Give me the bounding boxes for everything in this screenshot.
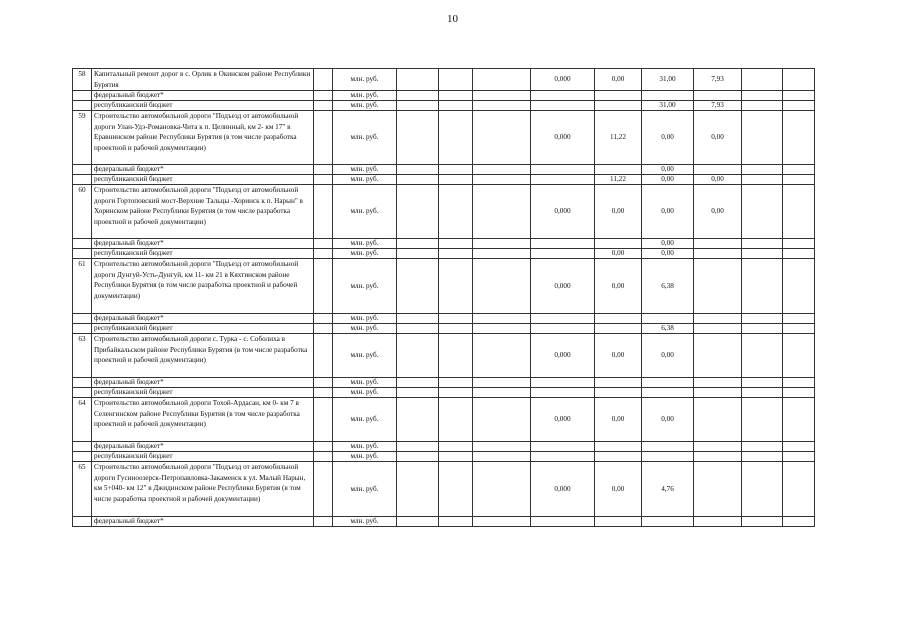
value-1	[531, 101, 595, 111]
value-2	[595, 91, 642, 101]
row-name: республиканский бюджет	[92, 249, 314, 259]
empty-cell	[397, 334, 439, 378]
row-name: республиканский бюджет	[92, 175, 314, 185]
row-name: республиканский бюджет	[92, 101, 314, 111]
unit-cell: млн. руб.	[333, 175, 397, 185]
row-name: Строительство автомобильной дороги "Подъезд от автомобильной дороги Улан-Удэ-Романовка-Чита к п. Целинный, км 2- км 17" в Еравнинском районе Республики Бурятия (в том числе разработка проектной и рабочей документации)	[92, 111, 314, 165]
row-name: федеральный бюджет*	[92, 517, 314, 527]
value-1	[531, 249, 595, 259]
spacer-cell	[314, 462, 333, 517]
row-number: 60	[73, 185, 92, 239]
value-2: 0,00	[595, 462, 642, 517]
empty-cell	[397, 175, 439, 185]
row-number: 63	[73, 334, 92, 378]
value-2: 11,22	[595, 175, 642, 185]
spacer-cell	[314, 378, 333, 388]
empty-cell	[742, 111, 783, 165]
spacer-cell	[314, 324, 333, 334]
empty-cell	[473, 175, 531, 185]
empty-cell	[439, 165, 473, 175]
empty-cell	[439, 452, 473, 462]
unit-cell: млн. руб.	[333, 378, 397, 388]
value-1: 0,000	[531, 111, 595, 165]
value-1	[531, 452, 595, 462]
value-4	[694, 517, 742, 527]
spacer-cell	[314, 175, 333, 185]
empty-cell	[439, 101, 473, 111]
empty-cell	[397, 259, 439, 314]
empty-cell	[397, 324, 439, 334]
unit-cell: млн. руб.	[333, 517, 397, 527]
empty-cell	[473, 69, 531, 91]
empty-cell	[783, 378, 815, 388]
empty-cell	[397, 314, 439, 324]
row-number	[73, 378, 92, 388]
spacer-cell	[314, 517, 333, 527]
empty-cell	[439, 259, 473, 314]
empty-cell	[439, 462, 473, 517]
row-name: республиканский бюджет	[92, 452, 314, 462]
empty-cell	[397, 239, 439, 249]
value-4	[694, 259, 742, 314]
row-name: федеральный бюджет*	[92, 314, 314, 324]
empty-cell	[783, 101, 815, 111]
unit-cell: млн. руб.	[333, 452, 397, 462]
value-3: 6,38	[642, 324, 694, 334]
table-row	[73, 259, 815, 314]
empty-cell	[439, 334, 473, 378]
empty-cell	[473, 324, 531, 334]
unit-cell: млн. руб.	[333, 111, 397, 165]
empty-cell	[473, 517, 531, 527]
empty-cell	[473, 259, 531, 314]
value-2: 0,00	[595, 259, 642, 314]
value-3	[642, 378, 694, 388]
value-4: 7,93	[694, 69, 742, 91]
unit-cell: млн. руб.	[333, 239, 397, 249]
empty-cell	[397, 69, 439, 91]
value-1	[531, 517, 595, 527]
empty-cell	[742, 185, 783, 239]
empty-cell	[742, 378, 783, 388]
row-name: Капитальный ремонт дорог в с. Орлик в Окинском районе Республики Бурятия	[92, 69, 314, 91]
value-4	[694, 442, 742, 452]
value-1: 0,000	[531, 398, 595, 442]
value-3: 0,00	[642, 249, 694, 259]
table-row	[73, 452, 815, 462]
row-name: Строительство автомобильной дороги Тохой-Ардасан, км 0- км 7 в Селенгинском районе Республики Бурятия (в том числе разработка проектной и рабочей документации)	[92, 398, 314, 442]
value-1	[531, 324, 595, 334]
row-number	[73, 175, 92, 185]
spacer-cell	[314, 101, 333, 111]
row-name: Строительство автомобильной дороги с. Турка - с. Соболиха в Прибайкальском районе Республики Бурятия (в том числе разработка проектной и рабочей документации)	[92, 334, 314, 378]
spacer-cell	[314, 249, 333, 259]
empty-cell	[439, 378, 473, 388]
unit-cell: млн. руб.	[333, 398, 397, 442]
value-1	[531, 388, 595, 398]
empty-cell	[473, 378, 531, 388]
value-2: 0,00	[595, 334, 642, 378]
empty-cell	[783, 324, 815, 334]
unit-cell: млн. руб.	[333, 249, 397, 259]
value-2	[595, 314, 642, 324]
empty-cell	[397, 462, 439, 517]
row-name: федеральный бюджет*	[92, 378, 314, 388]
empty-cell	[473, 111, 531, 165]
value-4	[694, 314, 742, 324]
empty-cell	[783, 388, 815, 398]
row-name: федеральный бюджет*	[92, 165, 314, 175]
table-row	[73, 249, 815, 259]
empty-cell	[783, 442, 815, 452]
row-number	[73, 442, 92, 452]
value-4	[694, 91, 742, 101]
table-row	[73, 398, 815, 442]
spacer-cell	[314, 334, 333, 378]
value-2: 0,00	[595, 249, 642, 259]
empty-cell	[783, 314, 815, 324]
value-2: 11,22	[595, 111, 642, 165]
table-row	[73, 165, 815, 175]
value-3: 0,00	[642, 239, 694, 249]
empty-cell	[473, 398, 531, 442]
table-row	[73, 324, 815, 334]
empty-cell	[397, 91, 439, 101]
value-3: 31,00	[642, 69, 694, 91]
row-number	[73, 324, 92, 334]
unit-cell: млн. руб.	[333, 69, 397, 91]
spacer-cell	[314, 69, 333, 91]
value-3	[642, 388, 694, 398]
empty-cell	[439, 388, 473, 398]
value-3	[642, 452, 694, 462]
value-2	[595, 388, 642, 398]
empty-cell	[473, 334, 531, 378]
row-name: Строительство автомобильной дороги "Подъезд от автомобильной дороги Гортоповский мост-Верхние Тальцы -Хоринск к п. Нарын" в Хоринском районе Республики Бурятия (в том числе разработка проектной и рабочей документации)	[92, 185, 314, 239]
row-number: 61	[73, 259, 92, 314]
table-row	[73, 239, 815, 249]
empty-cell	[742, 101, 783, 111]
value-3	[642, 442, 694, 452]
empty-cell	[783, 239, 815, 249]
table-row	[73, 91, 815, 101]
empty-cell	[742, 452, 783, 462]
empty-cell	[473, 314, 531, 324]
empty-cell	[742, 239, 783, 249]
empty-cell	[742, 388, 783, 398]
value-3: 0,00	[642, 398, 694, 442]
unit-cell: млн. руб.	[333, 314, 397, 324]
table-row	[73, 442, 815, 452]
row-number: 58	[73, 69, 92, 91]
spacer-cell	[314, 314, 333, 324]
row-name: федеральный бюджет*	[92, 91, 314, 101]
value-2: 0,00	[595, 69, 642, 91]
value-3: 31,00	[642, 101, 694, 111]
value-1	[531, 314, 595, 324]
empty-cell	[473, 101, 531, 111]
value-2	[595, 239, 642, 249]
empty-cell	[439, 324, 473, 334]
row-number	[73, 388, 92, 398]
value-3: 0,00	[642, 111, 694, 165]
row-name: Строительство автомобильной дороги "Подъезд от автомобильной дороги Гусиноозерск-Петропавловка-Закаменск к ул. Малый Нарын, км 5+040- км 12" в Джидинском районе Республики Бурятия (в том числе разработка проектной и рабочей документации)	[92, 462, 314, 517]
unit-cell: млн. руб.	[333, 462, 397, 517]
empty-cell	[473, 462, 531, 517]
value-3: 6,38	[642, 259, 694, 314]
value-1: 0,000	[531, 259, 595, 314]
empty-cell	[783, 165, 815, 175]
unit-cell: млн. руб.	[333, 185, 397, 239]
empty-cell	[439, 239, 473, 249]
empty-cell	[439, 91, 473, 101]
value-4	[694, 452, 742, 462]
unit-cell: млн. руб.	[333, 334, 397, 378]
value-1: 0,000	[531, 462, 595, 517]
value-3: 0,00	[642, 175, 694, 185]
value-3	[642, 314, 694, 324]
value-4	[694, 334, 742, 378]
value-1	[531, 165, 595, 175]
empty-cell	[742, 69, 783, 91]
table-row	[73, 185, 815, 239]
row-number	[73, 91, 92, 101]
empty-cell	[439, 314, 473, 324]
table-row	[73, 175, 815, 185]
value-4	[694, 324, 742, 334]
empty-cell	[473, 165, 531, 175]
value-3: 0,00	[642, 185, 694, 239]
value-2	[595, 452, 642, 462]
value-4	[694, 378, 742, 388]
table-row	[73, 101, 815, 111]
table-row	[73, 388, 815, 398]
spacer-cell	[314, 259, 333, 314]
row-number: 64	[73, 398, 92, 442]
empty-cell	[397, 442, 439, 452]
value-3	[642, 517, 694, 527]
row-name: федеральный бюджет*	[92, 442, 314, 452]
spacer-cell	[314, 442, 333, 452]
row-number: 65	[73, 462, 92, 517]
page-number: 10	[447, 13, 458, 25]
empty-cell	[397, 165, 439, 175]
spacer-cell	[314, 452, 333, 462]
empty-cell	[397, 185, 439, 239]
table-row	[73, 334, 815, 378]
row-number	[73, 165, 92, 175]
value-1: 0,000	[531, 334, 595, 378]
value-4	[694, 165, 742, 175]
row-name: федеральный бюджет*	[92, 239, 314, 249]
empty-cell	[783, 259, 815, 314]
value-2	[595, 324, 642, 334]
empty-cell	[742, 175, 783, 185]
value-3: 0,00	[642, 334, 694, 378]
empty-cell	[439, 398, 473, 442]
spacer-cell	[314, 185, 333, 239]
table-row	[73, 462, 815, 517]
empty-cell	[397, 388, 439, 398]
budget-table	[72, 68, 815, 527]
empty-cell	[783, 91, 815, 101]
value-4	[694, 388, 742, 398]
empty-cell	[783, 69, 815, 91]
empty-cell	[397, 378, 439, 388]
spacer-cell	[314, 91, 333, 101]
empty-cell	[473, 388, 531, 398]
empty-cell	[439, 185, 473, 239]
empty-cell	[439, 69, 473, 91]
empty-cell	[783, 398, 815, 442]
row-number	[73, 101, 92, 111]
empty-cell	[473, 249, 531, 259]
empty-cell	[742, 314, 783, 324]
value-4: 7,93	[694, 101, 742, 111]
empty-cell	[783, 334, 815, 378]
empty-cell	[473, 452, 531, 462]
value-1: 0,000	[531, 69, 595, 91]
empty-cell	[783, 111, 815, 165]
empty-cell	[783, 452, 815, 462]
row-number	[73, 239, 92, 249]
value-4	[694, 398, 742, 442]
row-number	[73, 249, 92, 259]
empty-cell	[783, 517, 815, 527]
empty-cell	[397, 452, 439, 462]
row-name: республиканский бюджет	[92, 388, 314, 398]
empty-cell	[439, 175, 473, 185]
value-1	[531, 239, 595, 249]
row-number	[73, 452, 92, 462]
empty-cell	[473, 239, 531, 249]
empty-cell	[742, 91, 783, 101]
empty-cell	[397, 398, 439, 442]
row-number	[73, 517, 92, 527]
table-row	[73, 517, 815, 527]
empty-cell	[473, 442, 531, 452]
value-1	[531, 378, 595, 388]
value-4	[694, 249, 742, 259]
unit-cell: млн. руб.	[333, 324, 397, 334]
value-1	[531, 175, 595, 185]
empty-cell	[742, 334, 783, 378]
unit-cell: млн. руб.	[333, 388, 397, 398]
empty-cell	[742, 398, 783, 442]
value-4: 0,00	[694, 111, 742, 165]
empty-cell	[397, 517, 439, 527]
spacer-cell	[314, 398, 333, 442]
table-row	[73, 378, 815, 388]
spacer-cell	[314, 111, 333, 165]
spacer-cell	[314, 239, 333, 249]
value-2	[595, 517, 642, 527]
value-3	[642, 91, 694, 101]
empty-cell	[742, 165, 783, 175]
empty-cell	[397, 101, 439, 111]
table-row	[73, 314, 815, 324]
empty-cell	[473, 91, 531, 101]
empty-cell	[742, 517, 783, 527]
empty-cell	[473, 185, 531, 239]
empty-cell	[742, 249, 783, 259]
unit-cell: млн. руб.	[333, 101, 397, 111]
row-number: 59	[73, 111, 92, 165]
value-1	[531, 91, 595, 101]
value-1: 0,000	[531, 185, 595, 239]
table-row	[73, 111, 815, 165]
empty-cell	[439, 111, 473, 165]
empty-cell	[439, 517, 473, 527]
spacer-cell	[314, 388, 333, 398]
value-2	[595, 165, 642, 175]
empty-cell	[439, 442, 473, 452]
empty-cell	[783, 249, 815, 259]
value-2: 0,00	[595, 398, 642, 442]
unit-cell: млн. руб.	[333, 165, 397, 175]
value-4	[694, 239, 742, 249]
empty-cell	[742, 442, 783, 452]
value-4: 0,00	[694, 185, 742, 239]
empty-cell	[397, 249, 439, 259]
value-3: 4,76	[642, 462, 694, 517]
unit-cell: млн. руб.	[333, 91, 397, 101]
empty-cell	[783, 175, 815, 185]
value-1	[531, 442, 595, 452]
row-name: Строительство автомобильной дороги "Подъезд от автомобильной дороги Дунгуй-Усть-Дунгуй, км 11- км 21 в Кяхтинском районе Республики Бурятия (в том числе разработка проектной и рабочей документации)	[92, 259, 314, 314]
empty-cell	[742, 324, 783, 334]
value-2	[595, 378, 642, 388]
empty-cell	[439, 249, 473, 259]
value-4: 0,00	[694, 175, 742, 185]
table-row	[73, 69, 815, 91]
row-name: республиканский бюджет	[92, 324, 314, 334]
unit-cell: млн. руб.	[333, 259, 397, 314]
unit-cell: млн. руб.	[333, 442, 397, 452]
empty-cell	[783, 462, 815, 517]
spacer-cell	[314, 165, 333, 175]
empty-cell	[397, 111, 439, 165]
value-2	[595, 442, 642, 452]
row-number	[73, 314, 92, 324]
value-2	[595, 101, 642, 111]
value-4	[694, 462, 742, 517]
empty-cell	[783, 185, 815, 239]
empty-cell	[742, 462, 783, 517]
value-2: 0,00	[595, 185, 642, 239]
value-3: 0,00	[642, 165, 694, 175]
empty-cell	[742, 259, 783, 314]
